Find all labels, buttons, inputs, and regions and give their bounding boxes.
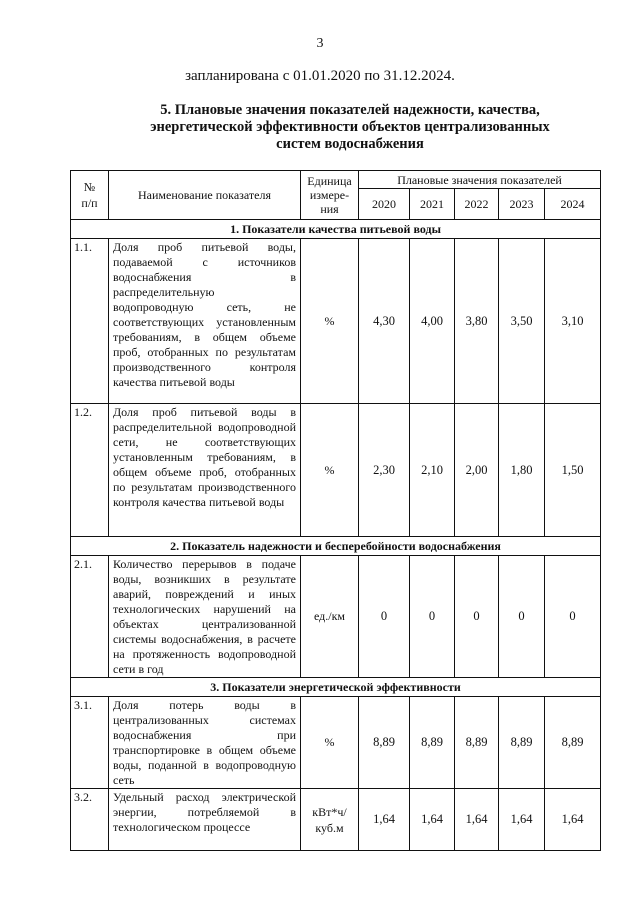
header-unit: Единица измере-ния bbox=[301, 171, 359, 220]
heading-line-3: систем водоснабжения bbox=[276, 136, 424, 152]
page-number: 3 bbox=[316, 36, 324, 51]
row-unit: ед./км bbox=[301, 556, 359, 678]
row-value-2024: 1,64 bbox=[545, 789, 601, 851]
header-year-2022: 2022 bbox=[455, 189, 499, 220]
row-unit: кВт*ч/куб.м bbox=[301, 789, 359, 851]
row-value-2023: 3,50 bbox=[499, 239, 545, 404]
section-heading bbox=[100, 102, 600, 153]
row-value-2020: 4,30 bbox=[359, 239, 410, 404]
row-value-2020: 2,30 bbox=[359, 404, 410, 537]
row-indicator-name: Доля потерь воды в централизованных системах водоснабжения при транспортировке в общем объеме воды, поданной в водопроводную сеть bbox=[109, 697, 301, 789]
table-row bbox=[71, 556, 601, 678]
table-row bbox=[71, 789, 601, 851]
intro-line: запланирована с 01.01.2020 по 31.12.2024. bbox=[185, 68, 455, 84]
row-value-2024: 0 bbox=[545, 556, 601, 678]
indicators-table bbox=[70, 170, 601, 851]
row-indicator-name: Удельный расход электрической энергии, потребляемой в технологическом процессе bbox=[109, 789, 301, 851]
row-unit: % bbox=[301, 239, 359, 404]
row-value-2023: 1,80 bbox=[499, 404, 545, 537]
row-value-2022: 1,64 bbox=[455, 789, 499, 851]
row-indicator-name: Доля проб питьевой воды, подаваемой с источников водоснабжения в распределительную водопроводную сеть, не соответствующих установленным требованиям, в общем объеме проб, отобранных по результатам производственного контроля качества питьевой воды bbox=[109, 239, 301, 404]
row-value-2024: 1,50 bbox=[545, 404, 601, 537]
table-row bbox=[71, 697, 601, 789]
row-value-2020: 1,64 bbox=[359, 789, 410, 851]
row-number: 3.2. bbox=[71, 789, 109, 851]
table-row bbox=[71, 404, 601, 537]
table-row bbox=[71, 239, 601, 404]
row-value-2021: 4,00 bbox=[410, 239, 455, 404]
row-number: 3.1. bbox=[71, 697, 109, 789]
row-unit: % bbox=[301, 697, 359, 789]
row-value-2023: 0 bbox=[499, 556, 545, 678]
row-value-2021: 2,10 bbox=[410, 404, 455, 537]
header-planned: Плановые значения показателей bbox=[359, 171, 601, 189]
row-value-2022: 3,80 bbox=[455, 239, 499, 404]
section-title: 1. Показатели качества питьевой воды bbox=[71, 220, 601, 239]
row-value-2022: 8,89 bbox=[455, 697, 499, 789]
row-value-2020: 8,89 bbox=[359, 697, 410, 789]
heading-line-1: 5. Плановые значения показателей надежности, качества, bbox=[160, 102, 540, 118]
row-value-2023: 1,64 bbox=[499, 789, 545, 851]
header-year-2024: 2024 bbox=[545, 189, 601, 220]
section-title: 2. Показатель надежности и бесперебойности водоснабжения bbox=[71, 537, 601, 556]
row-indicator-name: Доля проб питьевой воды в распределительной водопроводной сети, не соответствующих установленным требованиям, в общем объеме проб, отобранных по результатам производственного контроля качества питьевой воды bbox=[109, 404, 301, 537]
row-indicator-name: Количество перерывов в подаче воды, возникших в результате аварий, повреждений и иных технологических нарушений на объектах централизованной системы водоснабжения, в расчете на протяженность водопроводной сети в год bbox=[109, 556, 301, 678]
row-value-2023: 8,89 bbox=[499, 697, 545, 789]
row-value-2024: 3,10 bbox=[545, 239, 601, 404]
header-year-2021: 2021 bbox=[410, 189, 455, 220]
heading-line-2: энергетической эффективности объектов централизованных bbox=[150, 119, 550, 135]
row-number: 1.1. bbox=[71, 239, 109, 404]
row-value-2020: 0 bbox=[359, 556, 410, 678]
section-title: 3. Показатели энергетической эффективности bbox=[71, 678, 601, 697]
row-value-2021: 8,89 bbox=[410, 697, 455, 789]
row-value-2021: 0 bbox=[410, 556, 455, 678]
row-number: 2.1. bbox=[71, 556, 109, 678]
row-value-2022: 0 bbox=[455, 556, 499, 678]
row-unit: % bbox=[301, 404, 359, 537]
row-value-2021: 1,64 bbox=[410, 789, 455, 851]
header-name: Наименование показателя bbox=[109, 171, 301, 220]
header-num: № п/п bbox=[71, 171, 109, 220]
header-year-2023: 2023 bbox=[499, 189, 545, 220]
row-value-2024: 8,89 bbox=[545, 697, 601, 789]
row-value-2022: 2,00 bbox=[455, 404, 499, 537]
header-year-2020: 2020 bbox=[359, 189, 410, 220]
row-number: 1.2. bbox=[71, 404, 109, 537]
